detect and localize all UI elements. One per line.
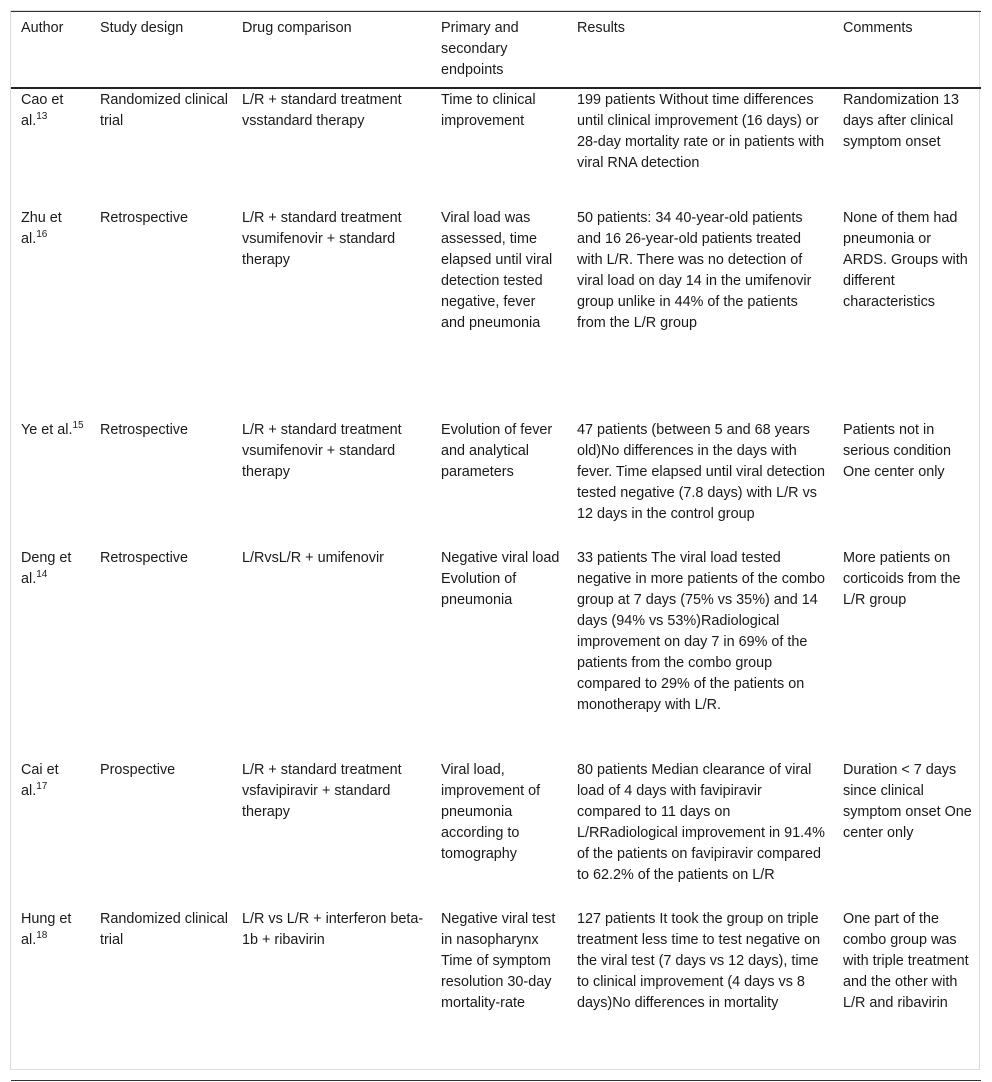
drug-comparison-cell: L/R + standard treatment vsumifenovir + standard therapy xyxy=(242,210,402,268)
author-name: Zhu et al. xyxy=(21,210,62,247)
comments-cell: More patients on corticoids from the L/R group xyxy=(843,550,961,608)
table-container xyxy=(10,10,980,1070)
header-drug-comparison: Drug comparison xyxy=(232,12,431,89)
reference-number: 15 xyxy=(72,420,84,432)
header-endpoints: Primary and secondary endpoints xyxy=(431,12,567,89)
study-design-cell: Randomized clinical trial xyxy=(90,908,232,1080)
studies-table xyxy=(11,11,981,1081)
study-design-cell: Retrospective xyxy=(100,210,188,226)
header-study-design: Study design xyxy=(90,12,232,89)
author-name: Cao et al. xyxy=(21,92,64,129)
study-design-cell: Randomized clinical trial xyxy=(100,92,228,129)
header-results: Results xyxy=(567,12,833,89)
drug-comparison-cell: L/R + standard treatment vsumifenovir + standard therapy xyxy=(242,422,402,480)
endpoints-cell: Viral load, improvement of pneumonia according to tomography xyxy=(441,762,541,862)
reference-number: 14 xyxy=(36,569,48,581)
table-row xyxy=(11,908,981,1080)
author-name: Cai et al. xyxy=(21,762,59,799)
table-row xyxy=(11,547,981,759)
results-cell: 127 patients It took the group on triple treatment less time to test negative on the viral test (7 days vs 12 days), time to clinical improvement (4 days vs 8 days)No differences in mortality xyxy=(567,908,833,1080)
reference-number: 17 xyxy=(36,781,48,793)
endpoints-cell: Time to clinical improvement xyxy=(441,92,536,129)
header-author: Author xyxy=(11,12,90,89)
author-cell xyxy=(11,759,90,908)
results-cell: 50 patients: 34 40-year-old patients and 16 26-year-old patients treated with L/R. There was no detection of viral load on day 14 in the umifenovir group unlike in 44% of the patients from the L/R group xyxy=(577,210,812,331)
comments-cell: One part of the combo group was with triple treatment and the other with L/R and ribavirin xyxy=(833,908,981,1080)
endpoints-cell: Viral load was assessed, time elapsed until viral detection tested negative, fever and pneumonia xyxy=(441,210,553,331)
table-row xyxy=(11,88,981,207)
header-comments: Comments xyxy=(833,12,981,89)
author-name: Hung et al. xyxy=(21,911,72,948)
author-name: Ye et al. xyxy=(21,422,73,438)
results-cell: 199 patients Without time differences until clinical improvement (16 days) or 28-day mortality rate or in patients with viral RNA detection xyxy=(577,92,825,171)
table-row xyxy=(11,207,981,419)
drug-comparison-cell: L/R + standard treatment vsstandard therapy xyxy=(242,92,402,129)
drug-comparison-cell: L/R vs L/R + interferon beta-1b + ribavirin xyxy=(232,908,431,1080)
reference-number: 18 xyxy=(36,930,48,942)
results-cell: 80 patients Median clearance of viral load of 4 days with favipiravir compared to 11 days on L/RRadiological improvement in 91.4% of the patients on favipiravir compared to 62.2% of the patients on L/R xyxy=(577,762,825,883)
author-cell xyxy=(11,207,90,419)
results-cell: 33 patients The viral load tested negative in more patients of the combo group at 7 days (75% vs 35%) and 14 days (94% vs 53%)Radiological improvement on day 7 in 69% of the patients from the combo group compared to 29% of the patients on monotherapy with L/R. xyxy=(577,550,825,713)
author-cell xyxy=(11,908,90,1080)
results-cell: 47 patients (between 5 and 68 years old)No differences in the days with fever. Time elapsed until viral detection tested negative (7.8 days) with L/R vs 12 days in the control group xyxy=(577,422,825,522)
table-row xyxy=(11,759,981,908)
study-design-cell: Prospective xyxy=(100,762,176,778)
study-design-cell: Retrospective xyxy=(100,550,188,566)
comments-cell: None of them had pneumonia or ARDS. Groups with different characteristics xyxy=(843,210,968,310)
comments-cell: Duration < 7 days since clinical symptom onset One center only xyxy=(843,762,972,841)
comments-cell: Patients not in serious condition One center only xyxy=(843,422,951,480)
author-cell xyxy=(11,88,90,207)
endpoints-cell: Negative viral load Evolution of pneumonia xyxy=(441,550,560,608)
author-cell xyxy=(11,547,90,759)
drug-comparison-cell: L/RvsL/R + umifenovir xyxy=(242,550,384,566)
header-row xyxy=(11,12,981,89)
table-row xyxy=(11,419,981,547)
reference-number: 13 xyxy=(36,111,48,123)
author-cell xyxy=(11,419,90,547)
comments-cell: Randomization 13 days after clinical symptom onset xyxy=(843,92,959,150)
drug-comparison-cell: L/R + standard treatment vsfavipiravir + standard therapy xyxy=(242,762,402,820)
study-design-cell: Retrospective xyxy=(100,422,188,438)
author-name: Deng et al. xyxy=(21,550,72,587)
endpoints-cell: Negative viral test in nasopharynx Time of symptom resolution 30-day mortality-rate xyxy=(431,908,567,1080)
reference-number: 16 xyxy=(36,229,48,241)
endpoints-cell: Evolution of fever and analytical parameters xyxy=(441,422,553,480)
